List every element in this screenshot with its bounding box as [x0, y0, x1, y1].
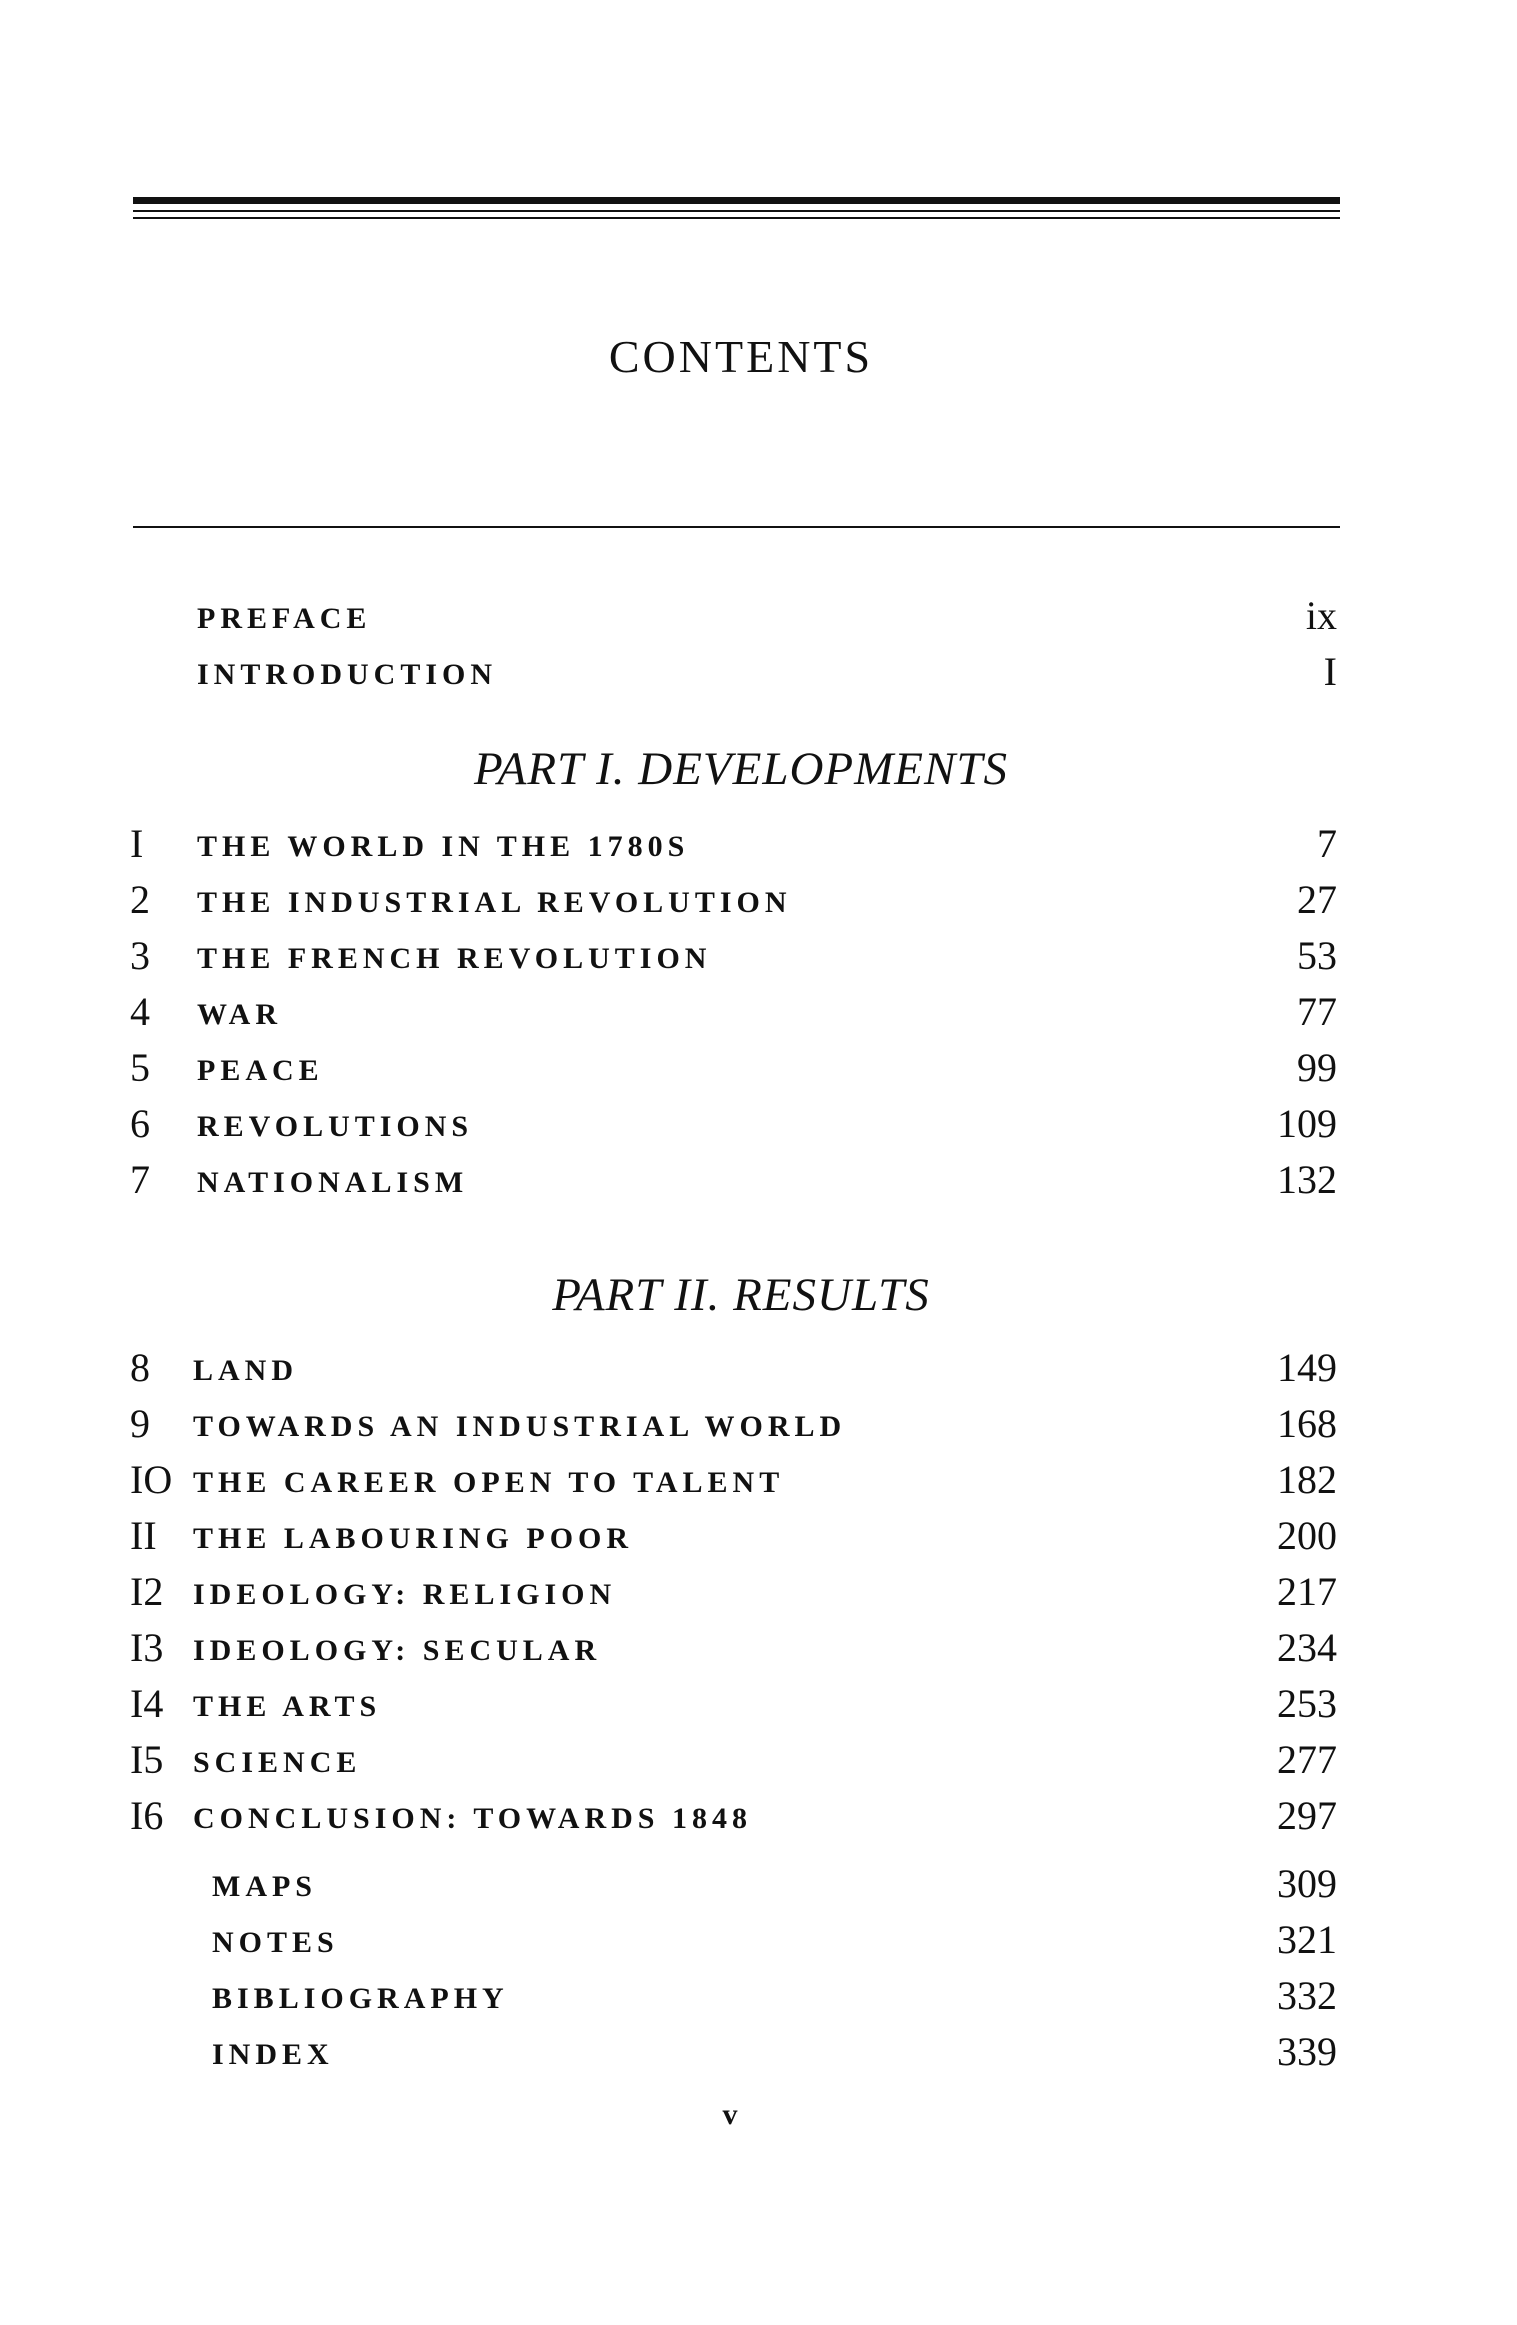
chapter-number: I2 [130, 1569, 164, 1614]
chapter-title: NATIONALISM [197, 1166, 469, 1199]
top-rule-thick [133, 197, 1340, 204]
chapter-number: IO [130, 1457, 173, 1502]
chapter-page: 200 [1277, 1513, 1337, 1558]
chapter-page: 53 [1297, 933, 1337, 978]
chapter-title: THE LABOURING POOR [193, 1522, 634, 1555]
toc-chapter-8[interactable] [0, 1340, 1517, 1396]
toc-chapter-2[interactable] [0, 872, 1517, 928]
toc-chapter-3[interactable] [0, 928, 1517, 984]
toc-chapter-5[interactable] [0, 1040, 1517, 1096]
chapter-page: 99 [1297, 1045, 1337, 1090]
chapter-title: THE CAREER OPEN TO TALENT [193, 1466, 785, 1499]
toc-entry-index[interactable] [0, 2024, 1517, 2080]
chapter-page: 234 [1277, 1625, 1337, 1670]
chapter-number: I3 [130, 1625, 164, 1670]
chapter-page: 149 [1277, 1345, 1337, 1390]
top-rule-thin [133, 210, 1340, 212]
contents-divider [133, 526, 1340, 528]
chapter-title: PEACE [197, 1054, 324, 1087]
chapter-number: 2 [130, 877, 150, 922]
chapter-title: REVOLUTIONS [197, 1110, 474, 1143]
toc-entry-introduction[interactable] [0, 644, 1517, 700]
toc-entry-page: 339 [1277, 2029, 1337, 2074]
toc-chapter-1[interactable] [0, 816, 1517, 872]
chapter-page: 109 [1277, 1101, 1337, 1146]
chapter-number: 3 [130, 933, 150, 978]
toc-entry-label: INTRODUCTION [197, 658, 498, 691]
chapter-title: IDEOLOGY: RELIGION [193, 1578, 617, 1611]
top-rule-thin [133, 217, 1340, 219]
toc-chapter-9[interactable] [0, 1396, 1517, 1452]
chapter-page: 253 [1277, 1681, 1337, 1726]
toc-entry-label: BIBLIOGRAPHY [212, 1982, 509, 2015]
chapter-number: 5 [130, 1045, 150, 1090]
toc-chapter-6[interactable] [0, 1096, 1517, 1152]
toc-entry-page: ix [1305, 593, 1337, 638]
chapter-page: 217 [1277, 1569, 1337, 1614]
chapter-number: 9 [130, 1401, 150, 1446]
toc-entry-label: INDEX [212, 2038, 334, 2071]
chapter-title: TOWARDS AN INDUSTRIAL WORLD [193, 1410, 847, 1443]
chapter-page: 168 [1277, 1401, 1337, 1446]
toc-chapter-13[interactable] [0, 1620, 1517, 1676]
page-folio: v [722, 2098, 738, 2131]
toc-entry-bibliography[interactable] [0, 1968, 1517, 2024]
chapter-number: 6 [130, 1101, 150, 1146]
chapter-number: I [130, 821, 144, 866]
toc-entry-label: NOTES [212, 1926, 339, 1959]
toc-entry-page: 321 [1277, 1917, 1337, 1962]
chapter-number: II [130, 1513, 157, 1558]
chapter-page: 182 [1277, 1457, 1337, 1502]
page-title: CONTENTS [608, 331, 874, 382]
toc-entry-notes[interactable] [0, 1912, 1517, 1968]
part-heading-developments: PART I. DEVELOPMENTS [474, 743, 1008, 795]
toc-entry-preface[interactable] [0, 588, 1517, 644]
chapter-page: 277 [1277, 1737, 1337, 1782]
toc-chapter-7[interactable] [0, 1152, 1517, 1208]
toc-chapter-12[interactable] [0, 1564, 1517, 1620]
chapter-title: SCIENCE [193, 1746, 362, 1779]
toc-entry-maps[interactable] [0, 1856, 1517, 1912]
chapter-title: THE FRENCH REVOLUTION [197, 942, 712, 975]
chapter-number: I5 [130, 1737, 164, 1782]
chapter-number: 8 [130, 1345, 150, 1390]
chapter-number: I4 [130, 1681, 164, 1726]
toc-chapter-4[interactable] [0, 984, 1517, 1040]
chapter-title: IDEOLOGY: SECULAR [193, 1634, 602, 1667]
toc-chapter-14[interactable] [0, 1676, 1517, 1732]
toc-entry-page: 332 [1277, 1973, 1337, 2018]
chapter-number: 7 [130, 1157, 150, 1202]
chapter-page: 297 [1277, 1793, 1337, 1838]
chapter-page: 132 [1277, 1157, 1337, 1202]
toc-entry-label: PREFACE [197, 602, 372, 635]
chapter-page: 7 [1317, 821, 1337, 866]
toc-chapter-11[interactable] [0, 1508, 1517, 1564]
chapter-title: CONCLUSION: TOWARDS 1848 [193, 1802, 752, 1835]
chapter-page: 27 [1297, 877, 1337, 922]
toc-entry-page: I [1323, 649, 1337, 694]
chapter-title: THE WORLD IN THE 1780S [197, 830, 690, 863]
chapter-title: THE ARTS [193, 1690, 382, 1723]
chapter-page: 77 [1297, 989, 1337, 1034]
chapter-number: 4 [130, 989, 150, 1034]
chapter-title: WAR [197, 998, 283, 1031]
chapter-title: LAND [193, 1354, 299, 1387]
toc-chapter-15[interactable] [0, 1732, 1517, 1788]
part-heading-results: PART II. RESULTS [552, 1269, 930, 1321]
chapter-title: THE INDUSTRIAL REVOLUTION [197, 886, 792, 919]
toc-chapter-16[interactable] [0, 1788, 1517, 1844]
toc-entry-page: 309 [1277, 1861, 1337, 1906]
toc-chapter-10[interactable] [0, 1452, 1517, 1508]
toc-entry-label: MAPS [212, 1870, 317, 1903]
chapter-number: I6 [130, 1793, 164, 1838]
